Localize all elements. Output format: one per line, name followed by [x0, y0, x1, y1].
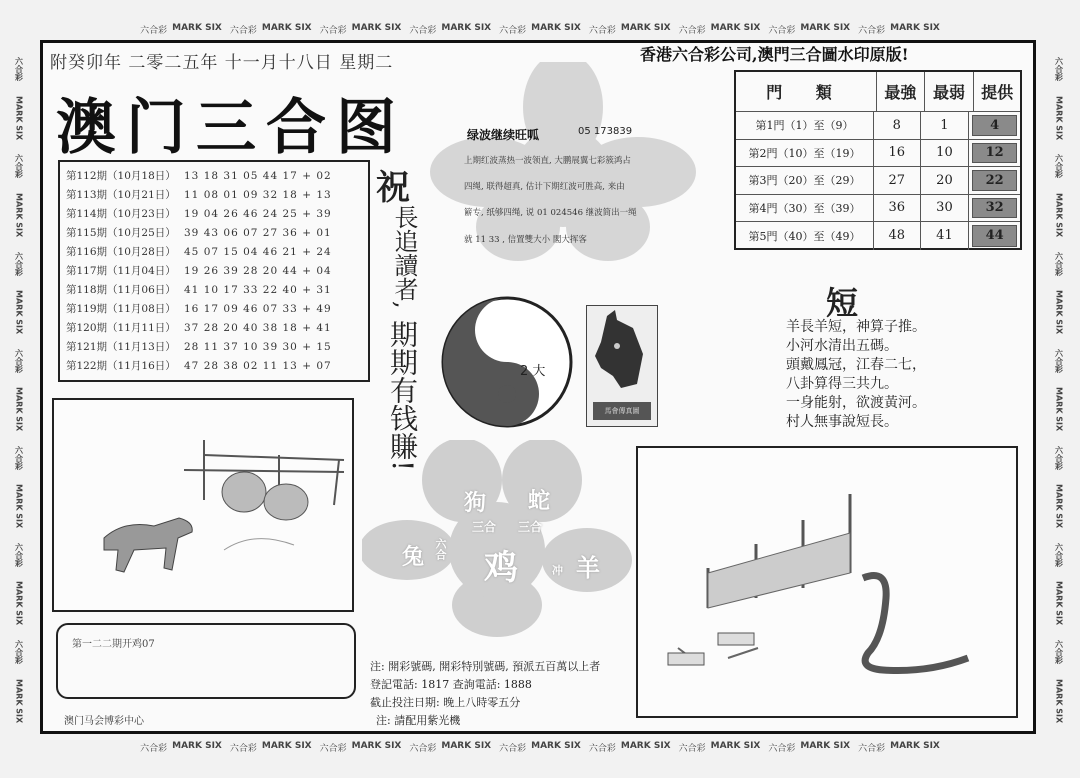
mark-six-text: MARK SIX — [14, 678, 24, 723]
logo-text: 六合彩 — [14, 348, 24, 373]
border-cell — [854, 741, 944, 754]
rumor-line: 四绳, 联得超真, 估计下期红波可胜高, 来由 — [464, 182, 625, 192]
logo-text: 六合彩 — [409, 743, 437, 754]
door-label: 第4門（30）至（39） — [736, 195, 874, 222]
memo-box — [56, 623, 356, 699]
border-cell — [316, 741, 406, 754]
greeting-line2: 期期有钱賺! — [386, 320, 419, 472]
poem-line: 一身能射，欲渡黃河。 — [786, 395, 926, 411]
mark-six-text: MARK SIX — [351, 740, 402, 751]
rumor-code: 05 173839 — [578, 126, 633, 137]
history-period: 第114期（10月23日） — [66, 208, 176, 220]
logo-text: 六合彩 — [858, 25, 886, 36]
history-period: 第119期（11月08日） — [66, 303, 176, 315]
table-row — [736, 112, 1020, 140]
logo-text: 六合彩 — [1054, 154, 1064, 179]
poem-line: 頭戴鳳冠，江春二七， — [786, 357, 926, 373]
history-numbers: 13 18 31 05 44 17 + 02 — [184, 169, 332, 182]
border-cell — [764, 741, 854, 754]
history-period: 第113期（10月21日） — [66, 189, 176, 201]
mark-six-text: MARK SIX — [261, 740, 312, 751]
logo-text: 六合彩 — [678, 743, 706, 754]
poem-title: 短 — [826, 284, 859, 322]
bottom-border-strip — [0, 732, 1080, 762]
mark-six-text: MARK SIX — [1054, 581, 1064, 626]
header-provide: 提供 — [981, 83, 1014, 102]
left-border-strip — [6, 50, 32, 730]
logo-text: 六合彩 — [1054, 348, 1064, 373]
history-row — [66, 185, 362, 204]
mark-six-text: MARK SIX — [351, 22, 402, 33]
zodiac-rabbit: 兔 — [402, 545, 425, 570]
yinyang-bottom-text: 2 大 — [520, 364, 546, 379]
mark-six-text: MARK SIX — [14, 95, 24, 140]
mark-six-text: MARK SIX — [890, 22, 940, 33]
strong-value: 8 — [874, 112, 921, 139]
border-cell — [136, 23, 226, 36]
door-label: 第2門（10）至（19） — [736, 140, 874, 167]
history-numbers: 19 26 39 28 20 44 + 04 — [184, 264, 332, 277]
logo-text: 六合彩 — [319, 25, 347, 36]
mark-six-text: MARK SIX — [1054, 95, 1064, 140]
border-cell — [675, 741, 765, 754]
header-weak: 最弱 — [925, 72, 975, 111]
right-border-strip — [1046, 50, 1072, 730]
company-banner: 香港六合彩公司,澳門三合圖水印原版! — [640, 45, 909, 64]
note-line: 注: 開彩號碼, 開彩特別號碼, 預派五百萬以上者 — [370, 660, 601, 673]
mark-six-text: MARK SIX — [261, 22, 312, 33]
history-row — [66, 204, 362, 223]
header-door: 門 類 — [736, 72, 877, 111]
zodiac-sheep: 羊 — [576, 554, 600, 582]
table-row — [736, 195, 1020, 223]
logo-text: 六合彩 — [768, 25, 796, 36]
border-cell — [495, 741, 585, 754]
mark-six-text: MARK SIX — [620, 22, 671, 33]
date-line: 附癸卯年 二零二五年 十一月十八日 星期二 — [50, 53, 394, 73]
door-table — [734, 70, 1022, 250]
history-row — [66, 223, 362, 242]
snake-scene-icon — [638, 448, 1018, 718]
poem-line: 小河水清出五碼。 — [786, 338, 898, 354]
logo-text: 六合彩 — [319, 743, 347, 754]
logo-text: 六合彩 — [14, 154, 24, 179]
history-row — [66, 261, 362, 280]
table-header — [736, 72, 1020, 112]
note-line: 截止投注日期: 晚上八時零五分 — [370, 696, 521, 709]
logo-text: 六合彩 — [229, 743, 257, 754]
history-numbers: 45 07 15 04 46 21 + 24 — [184, 245, 332, 258]
weak-value: 1 — [921, 112, 970, 139]
border-cell — [226, 741, 316, 754]
logo-text: 六合彩 — [1054, 251, 1064, 276]
logo-text: 六合彩 — [14, 57, 24, 82]
history-period: 第118期（11月06日） — [66, 284, 176, 296]
history-period: 第117期（11月04日） — [66, 265, 176, 277]
logo-text: 六合彩 — [588, 743, 616, 754]
history-row — [66, 299, 362, 318]
logo-text: 六合彩 — [1054, 640, 1064, 665]
mark-six-text: MARK SIX — [14, 484, 24, 529]
border-cell — [405, 741, 495, 754]
mark-six-text: MARK SIX — [14, 289, 24, 335]
poem-line: 村人無事說短長。 — [786, 414, 898, 430]
memo-text: 第一二二期开鸡07 — [72, 639, 155, 650]
mark-six-text: MARK SIX — [800, 740, 851, 751]
history-numbers: 47 28 38 02 11 13 + 07 — [184, 359, 332, 372]
mark-six-text: MARK SIX — [441, 740, 492, 751]
history-numbers: 37 28 20 40 38 18 + 41 — [184, 321, 332, 334]
provide-value: 4 — [972, 115, 1017, 136]
rumor-title: 绿波继续旺呱 — [467, 128, 540, 142]
border-cell — [764, 23, 854, 36]
mark-six-text: MARK SIX — [1054, 289, 1064, 335]
history-row — [66, 337, 362, 356]
logo-text: 六合彩 — [229, 25, 257, 36]
sanhe-right-label: 三合 — [518, 520, 543, 534]
mark-six-text: MARK SIX — [1054, 387, 1064, 432]
logo-text: 六合彩 — [1054, 445, 1064, 470]
rumor-line: 上期红波蒸热一波领直, 大鹏展翼七彩簇鸿占 — [464, 156, 631, 166]
mark-six-text: MARK SIX — [531, 22, 581, 33]
mark-six-text: MARK SIX — [172, 22, 222, 33]
history-row — [66, 356, 362, 375]
logo-text: 六合彩 — [1054, 542, 1064, 567]
history-row — [66, 318, 362, 337]
strong-value: 36 — [874, 195, 921, 222]
greeting-big: 祝 — [376, 168, 410, 208]
door-label: 第1門（1）至（9） — [736, 112, 874, 139]
mark-six-text: MARK SIX — [14, 581, 24, 626]
logo-text: 六合彩 — [499, 743, 527, 754]
logo-text: 六合彩 — [499, 25, 527, 36]
provide-value: 32 — [972, 198, 1017, 219]
liuhe-label: 六合 — [434, 538, 447, 560]
border-cell — [405, 23, 495, 36]
mark-six-text: MARK SIX — [710, 740, 761, 751]
greeting-line1: 長追讀者, — [390, 205, 418, 309]
mark-six-text: MARK SIX — [890, 740, 940, 751]
mark-six-text: MARK SIX — [531, 740, 581, 751]
history-numbers: 11 08 01 09 32 18 + 13 — [184, 188, 332, 201]
history-row — [66, 166, 362, 185]
horse-head-icon — [587, 306, 657, 398]
logo-text: 六合彩 — [14, 251, 24, 276]
logo-text: 六合彩 — [1054, 57, 1064, 82]
border-cell — [854, 23, 944, 36]
strong-value: 48 — [874, 222, 921, 250]
history-row — [66, 280, 362, 299]
table-row — [736, 167, 1020, 195]
yin-yang-icon — [440, 295, 574, 429]
zodiac-snake: 蛇 — [528, 489, 551, 514]
provide-value: 22 — [972, 170, 1017, 191]
provide-value: 12 — [972, 143, 1017, 164]
history-period: 第115期（10月25日） — [66, 227, 176, 239]
border-cell — [585, 23, 675, 36]
cattle-scene-icon — [54, 400, 354, 612]
border-cell — [585, 741, 675, 754]
zodiac-chicken: 鸡 — [484, 548, 518, 588]
note-line: 登記電話: 1817 查詢電話: 1888 — [370, 678, 532, 691]
logo-text: 六合彩 — [678, 25, 706, 36]
history-numbers: 16 17 09 46 07 33 + 49 — [184, 302, 332, 315]
footer-left-label: 澳门马会博彩中心 — [64, 716, 144, 727]
logo-text: 六合彩 — [588, 25, 616, 36]
logo-text: 六合彩 — [140, 743, 168, 754]
page-title: 澳门三合图 — [56, 93, 406, 163]
mark-six-text: MARK SIX — [620, 740, 671, 751]
weak-value: 10 — [921, 140, 970, 167]
mark-six-text: MARK SIX — [172, 740, 222, 751]
mark-six-text: MARK SIX — [441, 22, 492, 33]
zodiac-dog: 狗 — [464, 491, 487, 516]
history-numbers: 19 04 26 46 24 25 + 39 — [184, 207, 332, 220]
table-row — [736, 140, 1020, 168]
history-row — [66, 242, 362, 261]
history-period: 第112期（10月18日） — [66, 170, 176, 182]
border-cell — [675, 23, 765, 36]
note-line: 注: 請配用紫光機 — [376, 714, 461, 727]
sanhe-left-label: 三合 — [472, 520, 497, 534]
table-row — [736, 222, 1020, 250]
history-numbers: 39 43 06 07 27 36 + 01 — [184, 226, 332, 239]
mark-six-text: MARK SIX — [14, 192, 24, 238]
border-cell — [226, 23, 316, 36]
strong-value: 27 — [874, 167, 921, 194]
mark-six-text: MARK SIX — [1054, 484, 1064, 529]
horse-caption: 馬會傳真圖 — [593, 402, 651, 420]
provide-value: 44 — [972, 225, 1017, 247]
logo-text: 六合彩 — [409, 25, 437, 36]
weak-value: 30 — [921, 195, 970, 222]
border-cell — [136, 741, 226, 754]
logo-text: 六合彩 — [14, 542, 24, 567]
logo-text: 六合彩 — [768, 743, 796, 754]
poem-line: 八卦算得三共九。 — [786, 376, 898, 392]
mark-six-text: MARK SIX — [14, 387, 24, 432]
poem-line: 羊長羊短，神算子推。 — [786, 319, 926, 335]
history-numbers: 41 10 17 33 22 40 + 31 — [184, 283, 332, 296]
header-strong: 最強 — [877, 72, 925, 111]
border-cell — [316, 23, 406, 36]
door-label: 第5門（40）至（49） — [736, 222, 874, 250]
logo-text: 六合彩 — [140, 25, 168, 36]
border-cell — [495, 23, 585, 36]
history-period: 第122期（11月16日） — [66, 360, 176, 372]
mark-six-text: MARK SIX — [1054, 678, 1064, 723]
history-period: 第121期（11月13日） — [66, 341, 176, 353]
snake-drawing — [636, 446, 1018, 718]
mark-six-text: MARK SIX — [800, 22, 851, 33]
door-label: 第3門（20）至（29） — [736, 167, 874, 194]
rumor-line: 簖专, 纸够四绳, 说 01 024546 继波简出一绳 — [464, 208, 637, 218]
history-period: 第116期（10月28日） — [66, 246, 176, 258]
weak-value: 20 — [921, 167, 970, 194]
history-numbers: 28 11 37 10 39 30 + 15 — [184, 340, 332, 353]
logo-text: 六合彩 — [14, 640, 24, 665]
strong-value: 16 — [874, 140, 921, 167]
horse-image — [586, 305, 658, 427]
mark-six-text: MARK SIX — [710, 22, 761, 33]
history-list — [58, 160, 370, 382]
logo-text: 六合彩 — [858, 743, 886, 754]
rumor-line: 就 11 33 , 信置雙大小 閣大挥客 — [464, 235, 587, 245]
yinyang-top-number: 5 — [501, 308, 509, 322]
mark-six-text: MARK SIX — [1054, 192, 1064, 238]
chong-label: 冲 — [552, 564, 563, 577]
weak-value: 41 — [921, 222, 970, 250]
cattle-drawing — [52, 398, 354, 612]
logo-text: 六合彩 — [14, 445, 24, 470]
history-period: 第120期（11月11日） — [66, 322, 176, 334]
